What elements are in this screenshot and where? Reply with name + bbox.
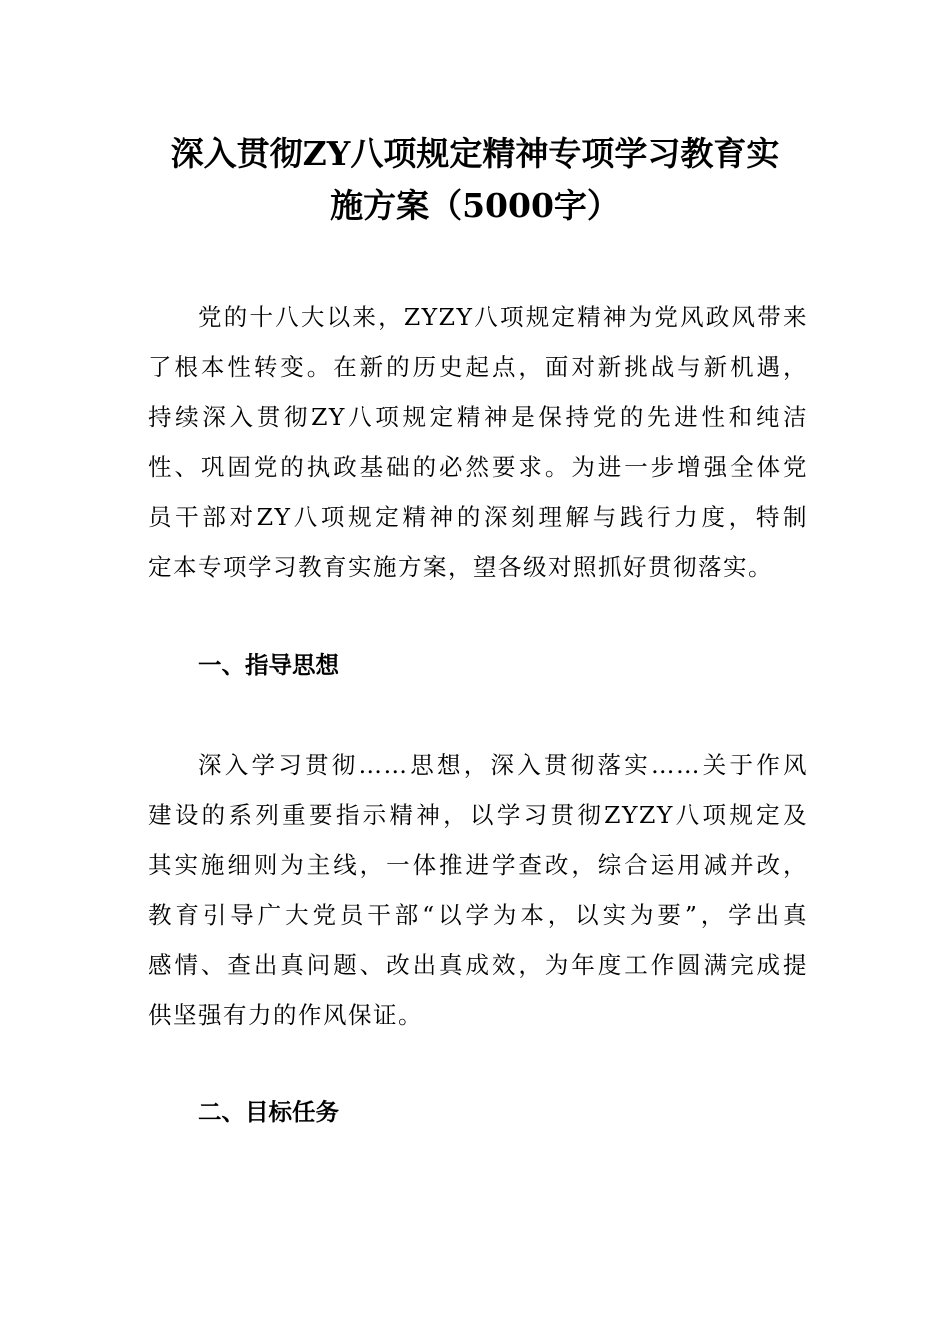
section-heading-guiding-ideology: 一、指导思想 xyxy=(198,651,339,679)
intro-paragraph xyxy=(148,292,808,592)
title-line: 深入贯彻ZY八项规定精神专项学习教育实 xyxy=(170,134,780,173)
paragraph-line: 员干部对ZY八项规定精神的深刻理解与践行力度，特制 xyxy=(148,503,808,531)
paragraph-line: 了根本性转变。在新的历史起点，面对新挑战与新机遇， xyxy=(148,353,808,381)
guiding-ideology-paragraph xyxy=(148,740,808,1040)
paragraph-line: 教育引导广大党员干部“以学为本，以实为要”，学出真 xyxy=(148,901,808,929)
paragraph-line: 建设的系列重要指示精神，以学习贯彻ZYZY八项规定及 xyxy=(148,801,808,829)
paragraph-line: 感情、查出真问题、改出真成效，为年度工作圆满完成提 xyxy=(148,951,808,979)
section-heading-goals-tasks: 二、目标任务 xyxy=(198,1098,339,1126)
title-line: 施方案（5000字） xyxy=(330,186,620,225)
paragraph-line: 其实施细则为主线，一体推进学查改，综合运用减并改， xyxy=(148,851,808,879)
paragraph-line: 党的十八大以来，ZYZY八项规定精神为党风政风带来 xyxy=(198,303,808,331)
paragraph-line: 深入学习贯彻……思想，深入贯彻落实……关于作风 xyxy=(198,751,808,779)
paragraph-line: 定本专项学习教育实施方案，望各级对照抓好贯彻落实。 xyxy=(148,553,773,581)
paragraph-line: 供坚强有力的作风保证。 xyxy=(148,1001,423,1029)
document-title xyxy=(120,128,830,232)
paragraph-line: 持续深入贯彻ZY八项规定精神是保持党的先进性和纯洁 xyxy=(148,403,808,431)
paragraph-line: 性、巩固党的执政基础的必然要求。为进一步增强全体党 xyxy=(148,453,808,481)
